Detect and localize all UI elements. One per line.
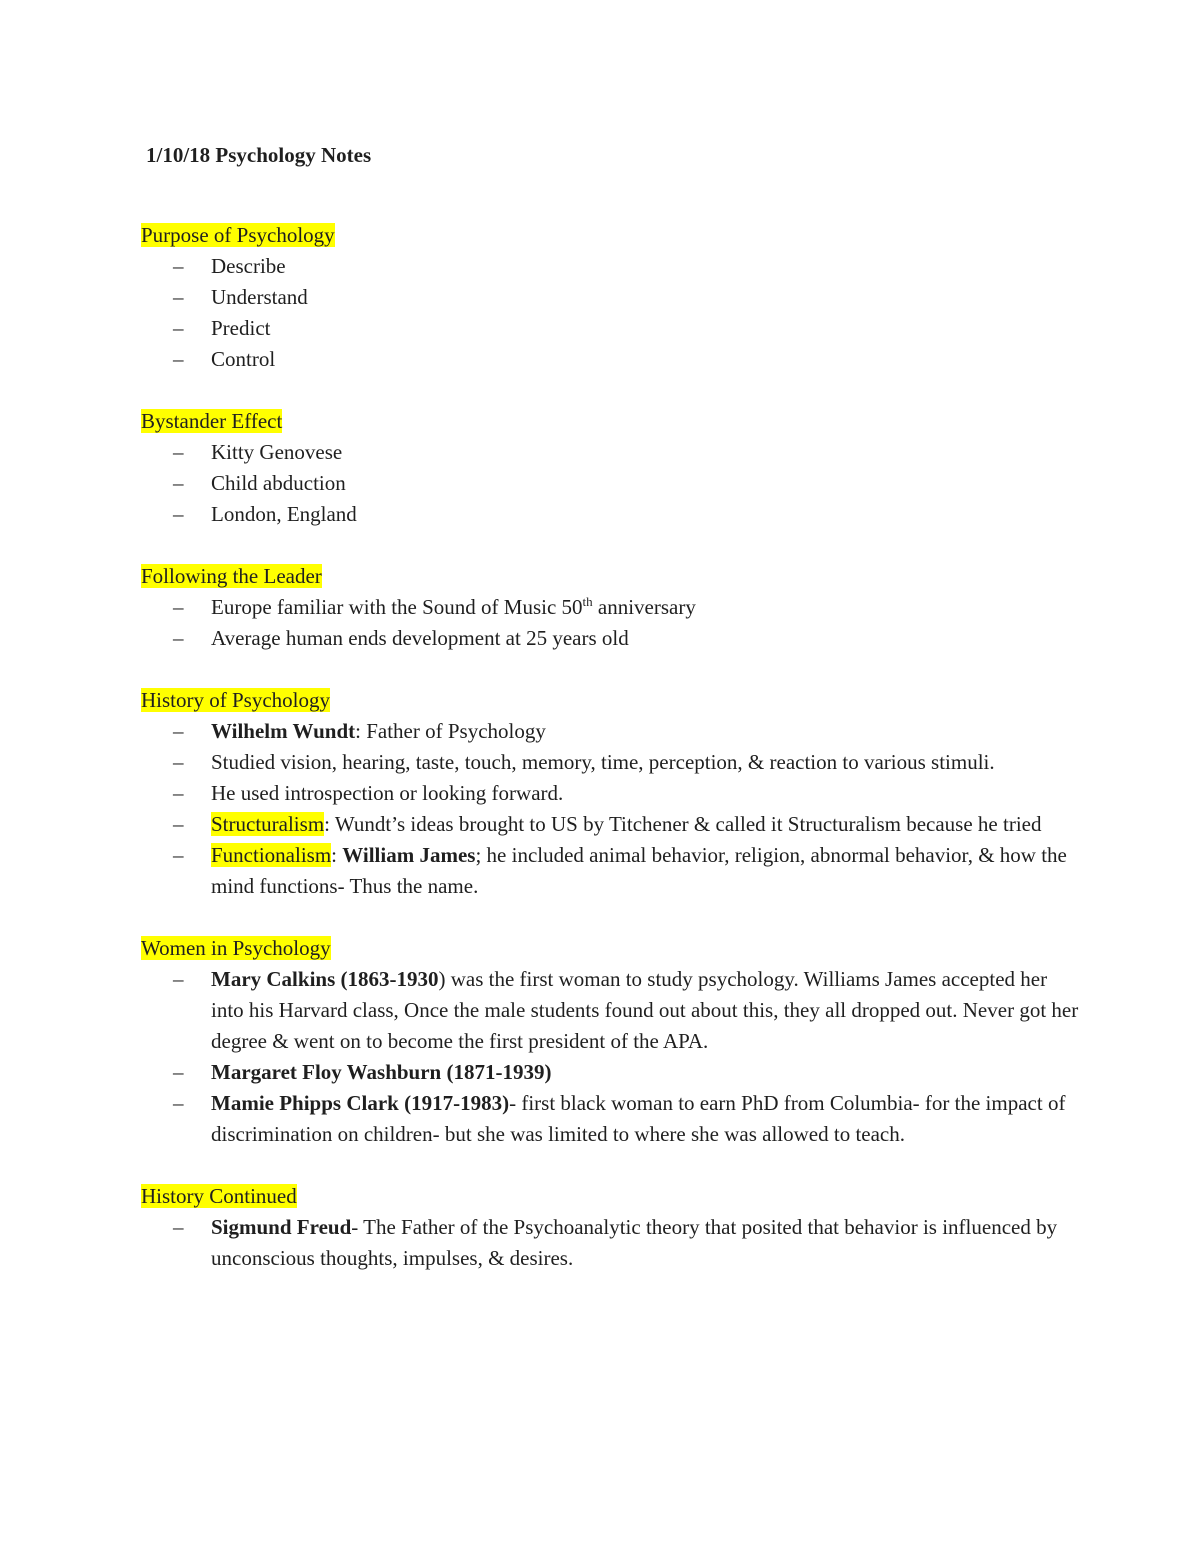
dash-bullet: – — [173, 440, 184, 464]
person-name: Sigmund Freud — [211, 1215, 352, 1239]
list-item: – Describe — [141, 251, 1081, 282]
list-item: – London, England — [141, 499, 1081, 530]
dash-bullet: – — [173, 967, 184, 991]
dash-bullet: – — [173, 316, 184, 340]
list-item: – Structuralism: Wundt’s ideas brought to US by Titchener & called it Structuralism because he tried — [141, 809, 1081, 840]
dash-bullet: – — [173, 781, 184, 805]
document-page — [141, 140, 1081, 1305]
bullet-list — [141, 251, 1081, 375]
section-history-of-psychology — [141, 685, 1081, 902]
dash-bullet: – — [173, 285, 184, 309]
list-item: – Child abduction — [141, 468, 1081, 499]
bullet-list — [141, 1212, 1081, 1274]
list-item: – Control — [141, 344, 1081, 375]
person-name: William James — [342, 843, 476, 867]
bullet-list — [141, 592, 1081, 654]
dash-bullet: – — [173, 843, 184, 867]
person-name: Margaret Floy Washburn (1871-1939) — [211, 1060, 552, 1084]
dash-bullet: – — [173, 254, 184, 278]
person-name: Wilhelm Wundt — [211, 719, 356, 743]
dash-bullet: – — [173, 1060, 184, 1084]
list-item: – Kitty Genovese — [141, 437, 1081, 468]
section-heading: Purpose of Psychology — [141, 223, 335, 247]
section-purpose-of-psychology — [141, 220, 1081, 375]
section-heading: Following the Leader — [141, 564, 322, 588]
section-bystander-effect — [141, 406, 1081, 530]
dash-bullet: – — [173, 626, 184, 650]
bullet-list — [141, 437, 1081, 530]
list-item: – Sigmund Freud- The Father of the Psychoanalytic theory that posited that behavior is influenced by unconscious thoughts, impulses, & desires. — [141, 1212, 1081, 1274]
dash-bullet: – — [173, 812, 184, 836]
dash-bullet: – — [173, 1091, 184, 1115]
highlighted-term: Functionalism — [211, 843, 332, 867]
person-name: Mary Calkins (1863-1930 — [211, 967, 439, 991]
section-heading: Bystander Effect — [141, 409, 283, 433]
dash-bullet: – — [173, 347, 184, 371]
highlighted-term: Structuralism — [211, 812, 325, 836]
section-following-the-leader — [141, 561, 1081, 654]
dash-bullet: – — [173, 750, 184, 774]
section-heading: Women in Psychology — [141, 936, 331, 960]
document-title: 1/10/18 Psychology Notes — [146, 143, 372, 167]
list-item: – Studied vision, hearing, taste, touch, memory, time, perception, & reaction to various stimuli. — [141, 747, 1081, 778]
list-item: – Predict — [141, 313, 1081, 344]
list-item: – Understand — [141, 282, 1081, 313]
dash-bullet: – — [173, 719, 184, 743]
list-item: – Europe familiar with the Sound of Music 50th anniversary — [141, 592, 1081, 623]
dash-bullet: – — [173, 595, 184, 619]
dash-bullet: – — [173, 471, 184, 495]
person-name: Mamie Phipps Clark (1917-1983) — [211, 1091, 510, 1115]
list-item: – He used introspection or looking forward. — [141, 778, 1081, 809]
bullet-list — [141, 964, 1081, 1150]
list-item: – Mary Calkins (1863-1930) was the first woman to study psychology. Williams James accepted her into his Harvard class, Once the male students found out about this, they all dropped out. Never got her degree & went on to become the first president of the APA. — [141, 964, 1081, 1057]
bullet-list — [141, 716, 1081, 902]
section-heading: History of Psychology — [141, 688, 330, 712]
section-history-continued — [141, 1181, 1081, 1274]
list-item: – Functionalism: William James; he included animal behavior, religion, abnormal behavior, & how the mind functions- Thus the name. — [141, 840, 1081, 902]
dash-bullet: – — [173, 502, 184, 526]
dash-bullet: – — [173, 1215, 184, 1239]
list-item: – Wilhelm Wundt: Father of Psychology — [141, 716, 1081, 747]
list-item — [141, 1057, 1081, 1088]
section-women-in-psychology — [141, 933, 1081, 1150]
section-heading: History Continued — [141, 1184, 297, 1208]
list-item: – Average human ends development at 25 years old — [141, 623, 1081, 654]
list-item: – Mamie Phipps Clark (1917-1983)- first black woman to earn PhD from Columbia- for the impact of discrimination on children- but she was limited to where she was allowed to teach. — [141, 1088, 1081, 1150]
